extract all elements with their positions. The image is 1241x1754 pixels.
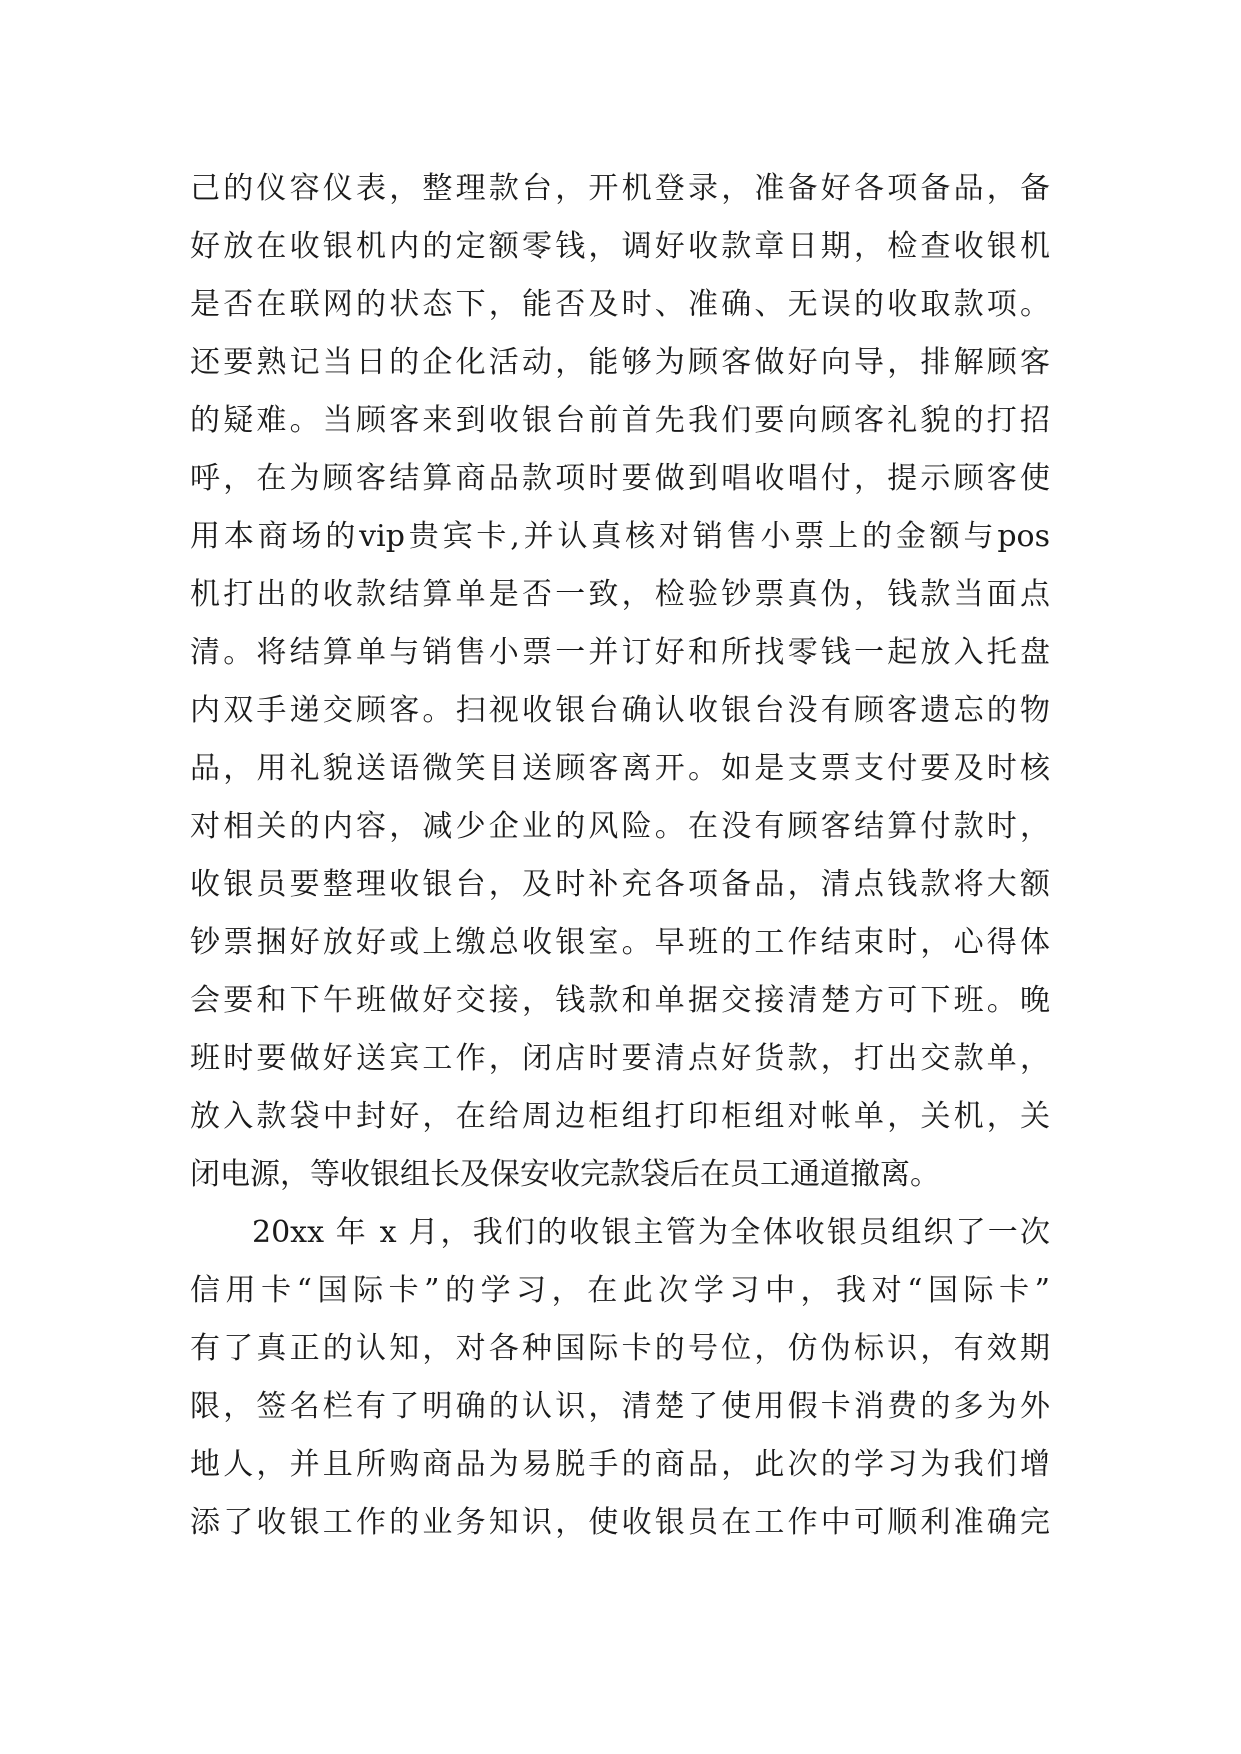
text-line: 清。将结算单与销售小票一并订好和所找零钱一起放入托盘 xyxy=(190,635,1050,670)
text-line: 内双手递交顾客。扫视收银台确认收银台没有顾客遗忘的物 xyxy=(190,693,1050,728)
text-line: 的疑难。当顾客来到收银台前首先我们要向顾客礼貌的打招 xyxy=(190,403,1050,438)
text-line: 品，用礼貌送语微笑目送顾客离开。如是支票支付要及时核 xyxy=(190,751,1050,786)
text-line: 用本商场的vip贵宾卡,并认真核对销售小票上的金额与pos xyxy=(190,519,1050,554)
text-line: 限，签名栏有了明确的认识，清楚了使用假卡消费的多为外 xyxy=(190,1389,1050,1424)
text-line: 地人，并且所购商品为易脱手的商品，此次的学习为我们增 xyxy=(190,1447,1050,1482)
text-line: 是否在联网的状态下，能否及时、准确、无误的收取款项。 xyxy=(190,287,1050,322)
text-line: 有了真正的认知，对各种国际卡的号位，仿伪标识，有效期 xyxy=(190,1331,1050,1366)
text-line: 班时要做好送宾工作，闭店时要清点好货款，打出交款单， xyxy=(190,1041,1050,1076)
paragraph-first-line: 20xx 年 x 月，我们的收银主管为全体收银员组织了一次 xyxy=(252,1215,1050,1250)
text-line: 己的仪容仪表，整理款台，开机登录，准备好各项备品，备 xyxy=(190,171,1050,206)
text-line: 好放在收银机内的定额零钱，调好收款章日期，检查收银机 xyxy=(190,229,1050,264)
text-line: 收银员要整理收银台，及时补充各项备品，清点钱款将大额 xyxy=(190,867,1050,902)
paragraph-last-line: 闭电源，等收银组长及保安收完款袋后在员工通道撤离。 xyxy=(190,1157,940,1192)
text-line: 放入款袋中封好，在给周边柜组打印柜组对帐单，关机，关 xyxy=(190,1099,1050,1134)
text-line: 添了收银工作的业务知识，使收银员在工作中可顺利准确完 xyxy=(190,1505,1050,1540)
text-line: 钞票捆好放好或上缴总收银室。早班的工作结束时，心得体 xyxy=(190,925,1050,960)
body-text xyxy=(190,160,1050,1552)
text-line: 机打出的收款结算单是否一致，检验钞票真伪，钱款当面点 xyxy=(190,577,1050,612)
text-line: 对相关的内容，减少企业的风险。在没有顾客结算付款时， xyxy=(190,809,1050,844)
text-line: 信用卡“国际卡”的学习，在此次学习中，我对“国际卡” xyxy=(190,1273,1050,1308)
text-line: 还要熟记当日的企化活动，能够为顾客做好向导，排解顾客 xyxy=(190,345,1050,380)
text-line: 呼，在为顾客结算商品款项时要做到唱收唱付，提示顾客使 xyxy=(190,461,1050,496)
text-line: 会要和下午班做好交接，钱款和单据交接清楚方可下班。晚 xyxy=(190,983,1050,1018)
